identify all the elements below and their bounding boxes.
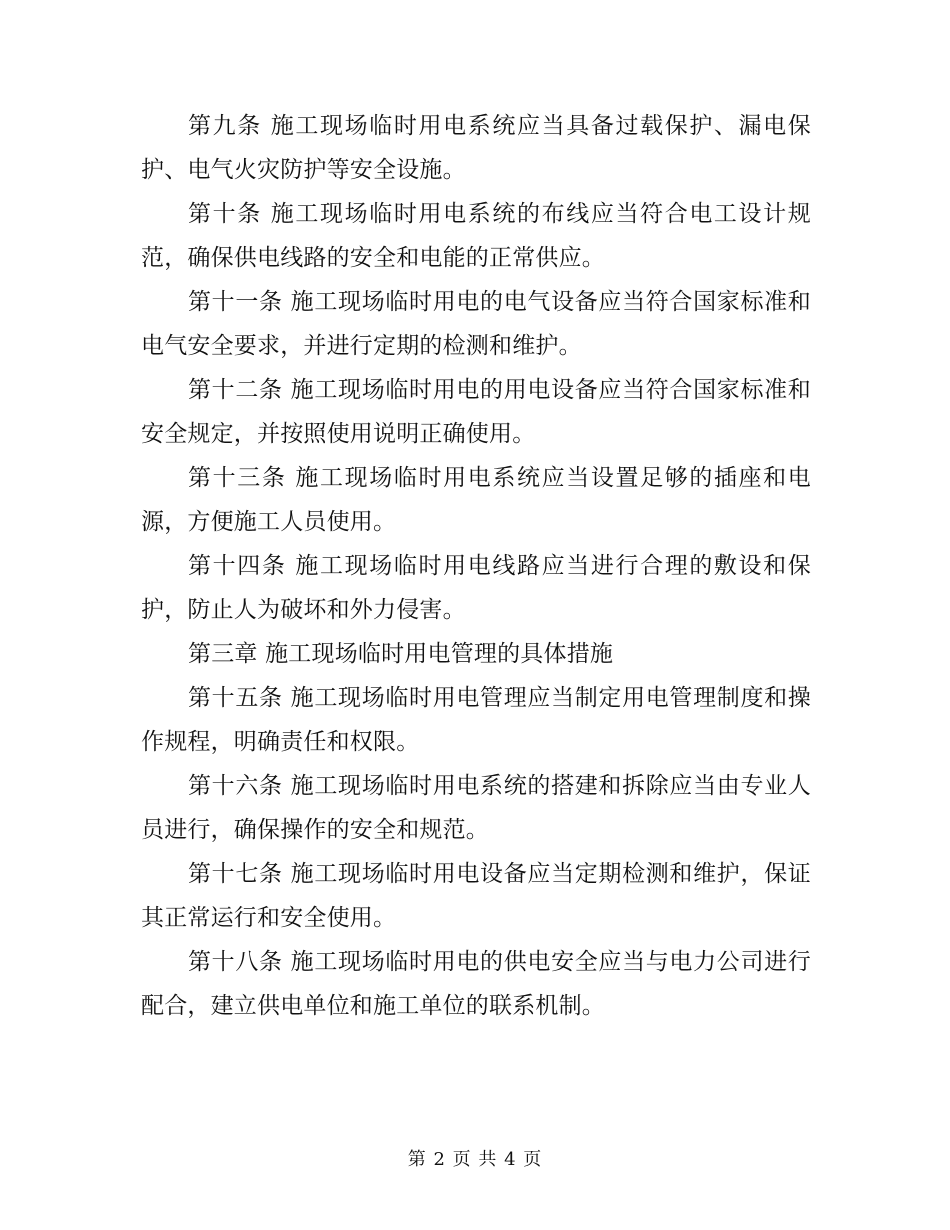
article-16: 第十六条 施工现场临时用电系统的搭建和拆除应当由专业人员进行，确保操作的安全和规范。: [141, 773, 811, 843]
page-number-footer: 第 2 页 共 4 页: [407, 1149, 543, 1170]
article-11: 第十一条 施工现场临时用电的电气设备应当符合国家标准和电气安全要求，并进行定期的检测和维护。: [141, 289, 811, 359]
article-9: 第九条 施工现场临时用电系统应当具备过载保护、漏电保护、电气火灾防护等安全设施。: [141, 113, 811, 183]
article-13: 第十三条 施工现场临时用电系统应当设置足够的插座和电源，方便施工人员使用。: [141, 465, 811, 535]
article-18: 第十八条 施工现场临时用电的供电安全应当与电力公司进行配合，建立供电单位和施工单位的联系机制。: [141, 949, 811, 1019]
article-12: 第十二条 施工现场临时用电的用电设备应当符合国家标准和安全规定，并按照使用说明正确使用。: [141, 377, 811, 447]
article-15: 第十五条 施工现场临时用电管理应当制定用电管理制度和操作规程，明确责任和权限。: [141, 685, 811, 755]
chapter-3-heading: 第三章 施工现场临时用电管理的具体措施: [188, 641, 614, 667]
article-10: 第十条 施工现场临时用电系统的布线应当符合电工设计规范，确保供电线路的安全和电能的正常供应。: [141, 201, 811, 271]
document-body: [141, 104, 811, 1028]
article-14: 第十四条 施工现场临时用电线路应当进行合理的敷设和保护，防止人为破坏和外力侵害。: [141, 553, 811, 623]
article-17: 第十七条 施工现场临时用电设备应当定期检测和维护，保证其正常运行和安全使用。: [141, 861, 811, 931]
